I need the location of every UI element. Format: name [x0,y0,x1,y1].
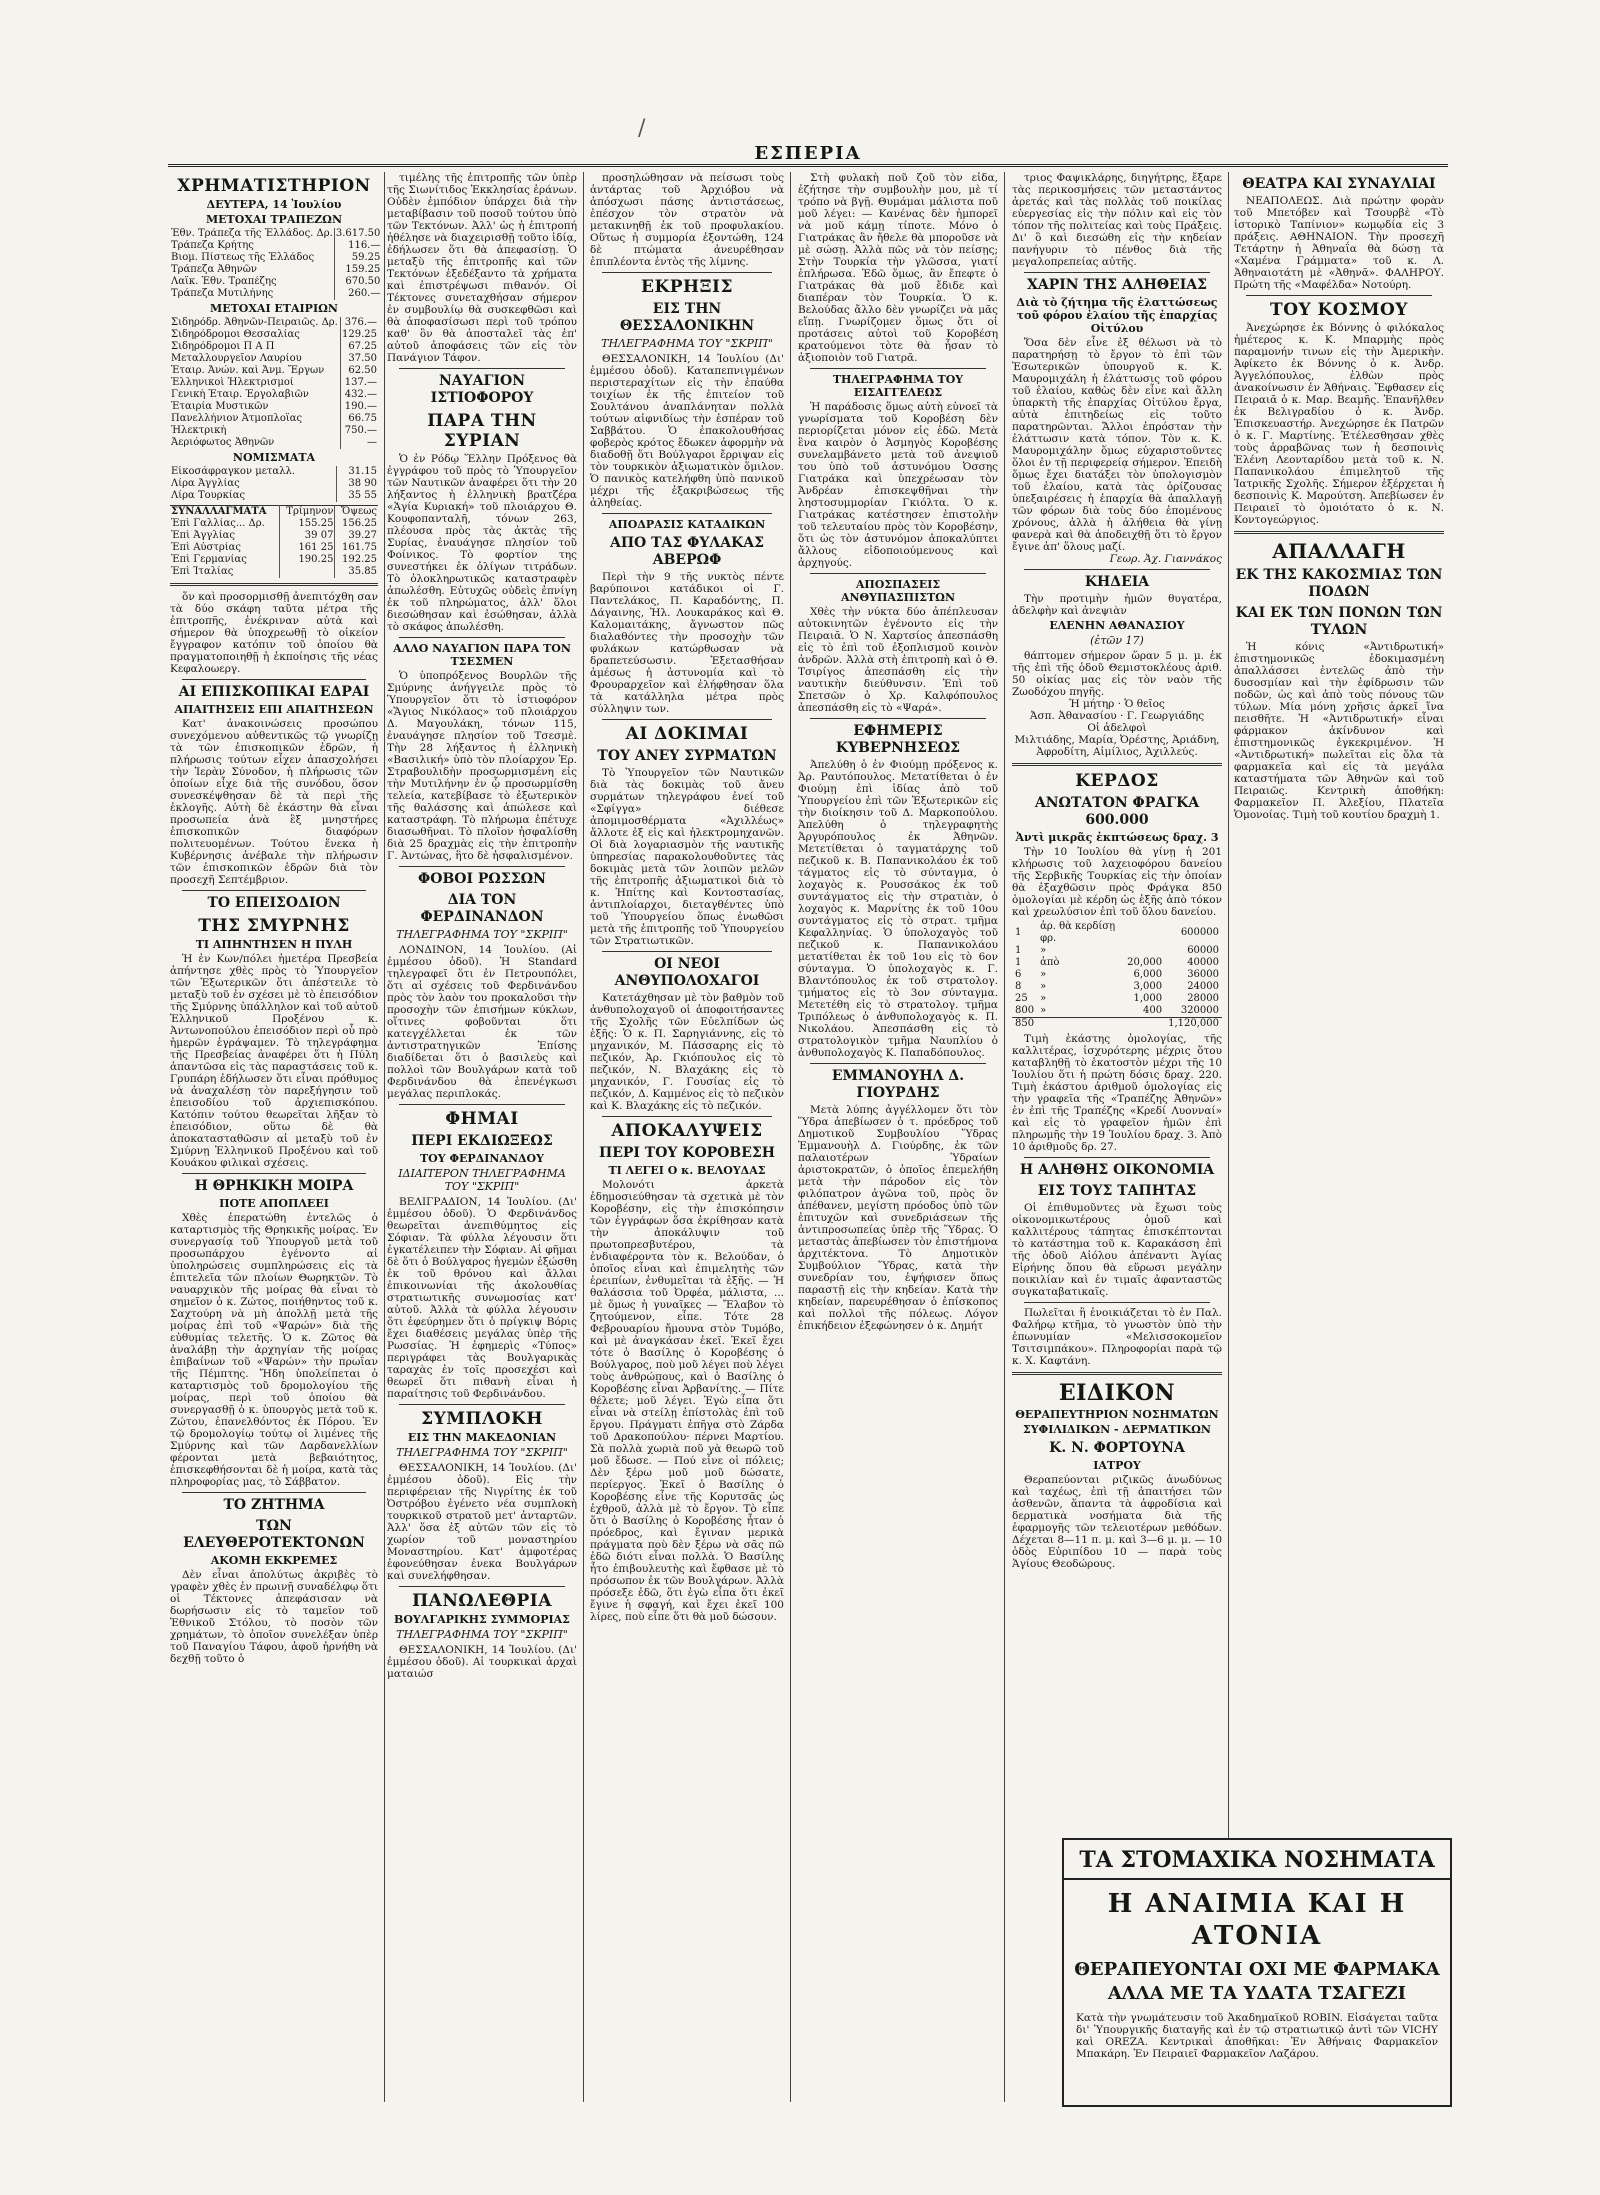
exchange-name: Ἐπὶ Αὐστρίας [171,542,242,553]
companies-table [170,317,378,449]
article-subtitle: ΕΙΣ ΤΗΝ ΘΕΣΣΑΛΟΝΙΚΗΝ [619,301,755,334]
telegram-label: ΤΗΛΕΓΡΑΦΗΜΑ ΤΟΥ "ΣΚΡΙΠ" [396,928,568,941]
ad-title: ΚΕΡΔΟΣ [1075,771,1159,791]
article-text: Κατετάχθησαν μὲ τὸν βαθμὸν τοῦ ἀνθυπολοχαγοῦ οἱ ἀποφοιτήσαντες τῆς Σχολῆς τῶν Εὐελπίδων ὡς ἑξῆς: Ὁ κ. Π. Σαρηγιάννης, εἰς τὸ μηχανικόν, Μ. Πάσσαρης εἰς τὸ πεζικόν, Ἀρ. Γκιόπουλος εἰς τὸ πεζικόν, Ν. Βλαχάκης εἰς τὸ μηχανικόν, Γ. Γουσίας εἰς τὸ πεζικόν, Δ. Καμμένος εἰς τὸ πεζικὸν καὶ Κ. Βλαχάκης εἰς τὸ πεζικόν. [590,992,784,1112]
article-title: ΑΙ ΔΟΚΙΜΑΙ [625,724,749,744]
exchange-table [170,505,378,578]
divider [399,1104,565,1105]
divider [1234,531,1444,534]
stock-name: Ἐθν. Τράπεζα τῆς Ἑλλάδος. Δρ. [171,228,333,239]
mourner-line: Οἱ ἀδελφοὶ [1087,722,1147,734]
stock-value: — [340,437,378,449]
exchange-title: ΧΡΗΜΑΤΙΣΤΗΡΙΟΝ [177,176,371,196]
stock-name: Πανελλήνιον Ἀτμοπλοΐας [171,413,303,424]
ad-text: Θεραπεύονται ριζικῶς ἀνωδύνως καὶ ταχέως, ἐπὶ τῇ ἀπαιτήσει τῶν ἀσθενῶν, ἅπαντα τὰ ἀφροδίσια καὶ δερματικὰ νοσήματα διὰ τῆς ἐφαρμογῆς τῶν τελειοτέρων μεθόδων. Δέχεται 8—11 π. μ. καὶ 3—6 μ. μ. — 10 ὁδὸς Εὐριπίδου 10 — παρὰ τοὺς Ἁγίους Θεοδώρους. [1012,1474,1222,1570]
ad-title: ΑΠΑΛΛΑΓΗ [1272,539,1406,563]
table-header-row [170,506,378,519]
notice-text: θάπτομεν σήμερον ὥραν 5 μ. μ. ἐκ τῆς ἐπὶ τῆς ὁδοῦ Θεμιστοκλέους ἀριθ. 50 οἰκίας μας εἰς τὸν ναὸν τῆς Ζωοδόχου πηγῆς. [1012,650,1222,698]
stock-value: 260.— [334,288,381,300]
stock-value: 129.25 [342,329,377,340]
exchange-name: Ἐπὶ Ἰταλίας [171,566,234,577]
article-text: ΝΕΑΠΟΛΕΩΣ. Διὰ πρώτην φορὰν τοῦ Μπετόβεν καὶ Τσουρβὲ «Τὸ ἱστορικὸ Ταπίνιον» κωμῳδία εἰς 3 πράξεις. ΑΘΗΝΑΙΟΝ. Τὴν προσεχῆ Τετάρτην ἡ Ἀθηναΐα θὰ δώσῃ τὰ «Χαμένα Γράμματα» τοῦ κ. Λ. Ἀθηναιοτάτη μὲ «Ἀθηνᾶ». ΦΑΛΗΡΟΥ. Πρώτη τῆς «Μαφέλδα» Νοτούρη. [1234,195,1444,291]
stock-value: 67.25 [340,341,378,353]
ad-text: Τὴν 10 Ἰουλίου θὰ γίνῃ ἡ 201 κλήρωσις τοῦ λαχειοφόρου δανείου τῆς Σερβικῆς Τουρκίας εἰς τὴν ὁποίαν θὰ ἐξαχθῶσιν πρὸς Φράγκα 850 ὁμολογίαι μὲ κέρδη ὡς ἑξῆς ἀπὸ τόκον καὶ χρεωλύσιον ἐπὶ τοῦ ὅλου δανείου. [1012,846,1222,918]
telegram-label: ΤΗΛΕΓΡΑΦΗΜΑ ΤΟΥ "ΣΚΡΙΠ" [396,1446,568,1459]
pen-mark: / [638,116,646,141]
doctor-role: ΙΑΤΡΟΥ [1093,1459,1141,1472]
article-text: Μολονότι ἀρκετὰ ἐδημοσιεύθησαν τὰ σχετικὰ μὲ τὸν Κοροβέσην, εἰς τὴν ἐπισκόπησιν τῶν ἐγγράφων ὅσα ἐκρίθησαν κατὰ τὴν ἀποκάλυψιν τοῦ πρωτοπρεσβυτέρου, τὰ ἐνδιαφέροντα τὸν κ. Βελούδαν, ὁ ὁποῖος εἶναι καὶ ἐπιμελητὴς τῶν ἐρειπίων, ἐνθυμεῖται τὰ ἑξῆς. — Ἡ θαλάσσια τοῦ Ὀρφέα, μάλιστα, ... μὲ ὅμως ἡ γυναῖκες — Ἔλαβον τὸ ζητούμενον, εἶπε. Τότε 28 Φεβρουαρίου ἤμουνα στὸν Τυμόβο, καὶ μὲ ἀναγκάσαν ἐκεῖ. Ἐκεῖ ἔχει τότε ὁ Βασίλης ὁ Κοροβέσης ὁ Βούλγαρος, ποὺ μοῦ λέγει ποὺ λέγει τοὺς ἀνθρώπους, καὶ ὁ Βασίλης ὁ Κοροβέσης εἶναι Ἀρβανίτης. — Πίτε θέλετε; μοῦ λέγει. Ἐγὼ εἶπα ὅτι εἶναι νὰ στείλῃ ἐπίστολὰς ἐπὶ τοῦ ἔργου. Πράγματι ἐπῆγα στὸ Ζάρδα τοῦ Δρακοπούλου· πέρνει Μαρτίου. Σὰ πολλὰ χωριὰ ποῦ γὰ θεωρῶ τοῦ μοῦ ἔδωσε. — Πού εἶνε οἱ πόλεις; Δὲν ξέρω μοῦ μοῦ δώσατε, περίεργος. Ἐκεῖ ὁ Βασίλης ὁ Κοροβέσης εἶνε τῆς Κορυτσᾶς ὡς ἐχθροῦ, ἀλλὰ μὲ τὸ ἔργον. Τὸ εἶπε ὅτι ὁ Βασίλης ὁ Κοροβέσης ἦταν ὁ πρόεδρος, καὶ ἔγιναν μερικὰ πράγματα ποὺ δὲν ξέρω νὰ σᾶς πῶ ἐδῶ διότι εἶναι πολλὰ. Ὁ Βασίλης ἦτο ἐπιβουλευτὴς καὶ ἔφθασε μὲ τὸ πρόσωπον ἐκ τῶν Βουλγάρων. Ἀλλὰ πρόσεξε ἐδῶ, ὅτι ἐγὼ εἶπα ὅτι ἐκεῖ ἔγινε ἡ σφαγή, καὶ ἔχει ἐκεῖ 100 λίρες, ποὺ εἶπε ὅτι θὰ μοῦ δώσουν. [590,1179,784,1623]
article-title: ΑΠΟΣΠΑΣΕΙΣ ΑΝΘΥΠΑΣΠΙΣΤΩΝ [840,578,956,604]
article-title: ΟΙ ΝΕΟΙ ΑΝΘΥΠΟΛΟΧΑΓΟΙ [614,956,760,989]
article-text: ΛΟΝΔΙΝΟΝ, 14 Ἰουλίου. (Αἱ ἐμμέσου ὁδοῦ). Ἡ Standard τηλεγραφεῖ ὅτι ἐν Πετρουπόλει, ὅτι αἱ σχέσεις τοῦ Φερδινάνδου πρὸς τὸν λαὸν του προκαλοῦσι τὴν προσοχὴν τῶν ἐπισήμων κύκλων, οἵτινες φοβοῦνται ὅτι κατεγχέλλεται ἐκ τῶν ἀντιστρατηγικῶν Ἐπίσης διαδίδεται ὅτι ὁ βασιλεὺς καὶ πολλοὶ τῶν Βουλγάρων κατὰ τοῦ Φερδινάνδου θὰ ἐπενέγκωσι μεγάλας περιπλοκάς. [387,944,577,1100]
table-row [170,542,378,554]
column-header: Ὄψεως [335,506,378,519]
article-text: Ἀνεχώρησε ἐκ Βόννης ὁ φιλόκαλος ἡμέτερος κ. Κ. Μπαρμὴς πρὸς παραμονήν τινων εἰς τὴν Ἀμερικὴν. Ἀφίκετο ἐκ Βόννης ὁ κ. Ἀνδρ. Ἀγγελόπουλος, ἐλθὼν πρὸς ἀνακοίνωσιν ἐν Ἀθήναις. Ἔφθασεν εἰς Πειραιᾶ ὁ κ. Μαρ. Βεαμῆς. Ἐπανῆλθεν ἐκ Βελιγραδίου ὁ κ. Ἀνδρ. Ἐπισκευαστήρ. Ἀνεχώρησε ἐκ Πατρῶν ὁ κ. Γ. Μαρτίνης. Ἐτέλεσθησαν χθὲς τοὺς ἀρραβῶνας των ἡ δεσποινὶς Ἑλένη Λεονταρίδου μετὰ τοῦ κ. Ν. Παπανικολάου ἐπιμελητοῦ τῆς Ἱατρικῆς Σχολῆς. Σήμερον ἐξέρχεται ἡ δεσποινὶς Κ. Μαρούτση. Ἀπεβίωσεν ἐν Πειραιεῖ τὸ ὁμοιότατο ὁ κ. Ν. Κοντογεώργιος. [1234,322,1444,526]
ad-subtitle: ΚΑΙ ΕΚ ΤΩΝ ΠΟΝΩΝ ΤΩΝ ΤΥΛΩΝ [1235,605,1443,638]
article-title: ΕΦΗΜΕΡΙΣ ΚΥΒΕΡΝΗΣΕΩΣ [835,723,961,756]
table-row: 1 ἀρ. θὰ κερδίσῃ φρ. 600000 [1015,921,1219,944]
divider [399,1586,565,1587]
notice-text: Τὴν προτιμὴν ἡμῶν θυγατέρα, ἀδελφὴν καὶ ἀνεψιὰν [1012,593,1222,617]
divider [399,866,565,867]
table-row [170,554,378,566]
article-title: ΤΗΛΕΓΡΑΦΗΜΑ ΤΟΥ ΕΙΣΑΓΓΕΛΕΩΣ [832,373,964,399]
article-text: Ὅσα δὲν εἶνε ἐξ θέλωσι νὰ τὸ παρατηρήσῃ τὸ ἔργον τὸ ἐπὶ τῶν Ἐσωτερικῶν ὑπουργοῦ κ. Κ. Μαυρομιχάλη ἡ ἐλάττωσις τοῦ φόρου τοῦ ἐλαίου, καθὼς δὲν εἶνε καὶ ἄλλη ὑπαρκτὴ τῆς ἐπαρχίας Οἰτύλου ἔργα, αὐτὰ ἐπιτηδείως εἰς τοῦτο παρατηρῶνται. Ἄλλοι ἐπρόσταν τὴν ἐλάττωσιν κατὰ τόπον. Τὸν κ. Κ. Μαυρομιχάλην ὅμως εὐχαριστοῦντες ὅλοι ἐν τῇ περιφερείᾳ σήμερον. Ἐπειδὴ ὅμως ἔχει διατάξει τὸν ὑπολογισμὸν τοῦ ἐλαίου, κατὰ τὰς ὁρίζουσας ὑπεξαιρέσεις ἡ ἐπαρχία θὰ ἀπαλλαγῇ τῶν φόρων διὰ τοὺς δύο ἐπομένους χρόνους, ἀλλὰ ἡ ἀλήθεια θὰ γίνῃ φανερὰ καὶ θὰ ἀποδειχθῇ ὅτι τὸ ἔργον ἔγινε ἀπ' ὅλους μαζί. [1012,337,1222,553]
article-text: Στὴ φυλακὴ ποῦ ζοῦ τὸν εἶδα, ἐζήτησε τὴν συμβουλὴν μου, μὲ τί τρόπο νὰ βγῇ. Θυμάμαι μάλιστα ποῦ μοῦ λέγει: — Κανένας δὲν ἠμπορεῖ νὰ μοῦ κάμῃ τίποτε. Μόνο ὁ Γιατράκας ἂν ἤθελε θὰ μποροῦσε νὰ μὲ σώσῃ. Ἀλλὰ πῶς νὰ τὸν πείσῃς; Στὴν Τουρκία τὴν γλῶσσα, γιατί ἐπλήρωσα. Ἐδῶ ὅμως, ἂν ἔπεφτε ὁ Γιατράκας θὰ μοῦ ἔδιδε καὶ διαπέραν τὸν Τουρκία. Ὁ κ. Βελούδας ἄλλο δὲν γνωρίζει νὰ μᾶς εἴπῃ. Γνωρίζομεν ὅμως ὅτι οἱ προτάσεις αὐτοὶ τοῦ Κοροβέση κρατούμενοι τὸτε θὰ ἦσαν τὸ ἀξιοποιὸν τοῦ Γιατρᾶ. [798,172,998,364]
article-text: ΘΕΣΣΑΛΟΝΙΚΗ, 14 Ἰουλίου (Δι' ἐμμέσου ὁδοῦ). Καταπεπνιγμένων περιστεραχίτων εἰς τὴν ἐπαύθα τοιχίων ἐκ τῆς ἐπιτείον τοῦ Σουλτάνου ἀναπλάνηταν πολλὰ τούτων αἰφνιδίως τὴν ἑσπέραν τοῦ Σαββάτου. Ὁ ἐπακολουθήσας φοβερὸς κρότος ἔδωκεν ἀφορμὴν νὰ διαδοθῇ ὅτι Βούλγαροι ἔρριψαν εἰς τὸν τουρκικὸν ἀξιωματικὸν ὅμιλον. Ὁ πανικὸς κατελήφθη ὑπὸ πανικοῦ μέχρι τῆς ἐξακριβώσεως τῆς ἀληθείας. [590,353,784,509]
deceased-name: ΕΛΕΝΗΝ ΑΘΑΝΑΣΙΟΥ [1049,619,1185,632]
currency-name: Λίρα Τουρκίας [171,490,246,501]
stock-name: Ἑταιρ. Ἀνών. καὶ Ἀνμ. Ἔργων [171,365,325,376]
exchange-name: Ἐπὶ Ἀγγλίας [171,530,235,541]
divider [810,573,986,574]
divider [1024,272,1210,273]
ad-text: Οἱ ἐπιθυμοῦντες νὰ ἔχωσι τοὺς οἰκονομικωτέρους ὁμοῦ καὶ καλλιτέρους τάπητας ἐπισκέπτονται τὸ κατάστημα τοῦ κ. Καρακάσση ἐπὶ τῆς ὁδοῦ Αἰόλου ἀπέναντι Ἁγίας Εἰρήνης ὅπου θὰ εὕρωσι μεγάλην ποικιλίαν καὶ ἐν τιμαῖς ἀφανταστῶς συγκαταβατικαῖς. [1012,1202,1222,1298]
stock-name: Σιδηρόδρομοι Π Α Π [171,341,275,352]
currency-title: ΝΟΜΙΣΜΑΤΑ [232,451,316,464]
article-text: ὅν καὶ προσορμισθῇ ἀνεπιτόχθη σαν τὰ δύο σκάφη ταῦτα μέτρα τῆς ἐπιτροπῆς, ἐνέκριναν αὐτὰ καὶ σήμερον θὰ ὑποχρεωθῇ τὸ οἰκείον ἔγγραφον κατόπιν τοῦ ὁποίου θὰ πραγματοποιηθῇ ἡ ἐκποίησις τῆς νέας Κεφαλοωεργ. [170,591,378,675]
stock-name: Ἀεριόφωτος Ἀθηνῶν [171,437,275,448]
signature: Γεωρ. Ἀχ. Γιαννάκος [1109,553,1222,565]
article-text: Δὲν εἶναι ἀπολύτως ἀκριβὲς τὸ γραφὲν χθὲς ἐν πρωινῇ συναδέλφῳ ὅτι οἱ Τέκτονες ἀπεφάσισαν νὰ δωρήσωσιν εἰς τὸ ταμεῖον τοῦ Ἐθνικοῦ Στόλου, τὸ ποσὸν τῶν χρημάτων, τὸ ὁποῖον συνελέξαν ὑπὲρ τοῦ Παναγίου Τάφου, ἀφοῦ ἠρνήθη νὰ δεχθῇ τοῦτο ὁ [170,1569,378,1665]
classified-text: Πωλεῖται ἢ ἐνοικιάζεται τὸ ἐν Παλ. Φαλήρῳ κτῆμα, τὸ γνωστὸν ὑπὸ τὴν ἐπωνυμίαν «Μελισσοκομεῖον Τσιτσιμπάκου». Πληροφορίαι παρὰ τῷ κ. Χ. Καφτάνη. [1012,1307,1222,1367]
ad-headline: Η ΑΝΑΙΜΙΑ ΚΑΙ Η ΑΤΟΝΙΑ [1107,1889,1407,1951]
article-subtitle: ΠΕΡΙ ΤΟΥ ΚΟΡΟΒΕΣΗ [598,1145,776,1161]
exchange-value: 155.25 [279,518,335,530]
stock-name: Ἑλληνικοὶ Ἠλεκτρισμοί [171,377,294,388]
ad-headline: ΑΛΛΑ ΜΕ ΤΑ ΥΔΑΤΑ ΤΣΑΓΕΖΙ [1107,1983,1407,2004]
article-subtitle: ΔΙΑ ΤΟΝ ΦΕΡΔΙΝΑΝΔΟΝ [420,892,544,925]
article-text: Ἡ παράδοσις ὅμως αὐτὴ εὑνοεῖ τὰ γνωρίσματα τοῦ Κοροβέση δὲν περιορίζεται μόνον εἰς ἐδῶ. Μετὰ ἓνα καιρὸν ὁ Ἀσμηγὸς Κοροβέσης συνελαμβάνετο μετὰ τοῦ ἀνεψιοῦ του ὑπὸ τοῦ ἀστυνόμου Ὀσσης Γιατράκα καὶ ὑπεχρέωσαν τὸν Ἀνδρέαν ἐπισκεψθῆναι τὴν ληστοσυμμορίαν Γκιόλτα. Ὁ κ. Γιατράκας κατέστησεν ἐπιστολὴν τοῦ τελευταίου πρὸς τὸν Κοροβέσην, ὅτι ὡς τὸν ἀστυνόμον ἀποκαλύπτει ἄλλους εἰδοποιούμενους καὶ ἀρχηγούς. [798,401,998,569]
article-title: ΠΑΝΩΛΕΘΡΙΑ [412,1591,552,1611]
stock-name: Ἑταιρία Μυστικῶν [171,401,269,412]
divider [182,1492,366,1493]
stock-name: Μεταλλουργεῖον Λαυρίου [171,353,302,364]
article-text: ΘΕΣΣΑΛΟΝΙΚΗ, 14 Ἰουλίου. (Δι' ἐμμέσου ὁδοῦ). Αἱ τουρκικαὶ ἀρχαὶ ματαιώσ [387,1644,577,1680]
table-row [170,341,378,353]
stock-value: 159.25 [334,264,381,276]
currency-name: Λίρα Ἀγγλίας [171,478,240,489]
stock-value: 62.50 [340,365,378,377]
article-title: ΧΑΡΙΝ ΤΗΣ ΑΛΗΘΕΙΑΣ [1026,277,1208,293]
article-title: ΑΙ ΕΠΙΣΚΟΠΙΚΑΙ ΕΔΡΑΙ [178,684,370,700]
column-4 [792,172,1005,2102]
divider [1012,1372,1222,1375]
ad-text: Ἡ κόνις «Ἀντιδρωτική» ἐπιστημονικῶς ἐδοκιμασμένη ἀπαλλάσσει ἐντελῶς ἀπὸ τὴν δυσοσμίαν καὶ τὴν ἐφίδρωσιν τῶν ποδῶν, ὡς καὶ ἀπὸ τοὺς πόνους τῶν τύλων. Μία μόνη χρῆσις ἀρκεῖ ἵνα πεισθῆτε. Ἡ «Ἀντιδρωτική» εἶναι φάρμακον ἀκίνδυνον καὶ ἐπιστημονικῶς ἐγκεκριμένον. Ἡ «Ἀντιδρωτική» πωλεῖται εἰς ὅλα τὰ φαρμακεῖα καὶ εἰς τὰ μεγάλα καταστήματα τῶν Ἀθηνῶν καὶ τοῦ Πειραιῶς. Κεντρικὴ ἀποθήκη: Φαρμακεῖον Π. Ἀλεξίου, Πλατεῖα Ὁμονοίας. Τιμὴ τοῦ κουτίου δραχμὴ 1. [1234,641,1444,821]
article-title: ΑΠΟΔΡΑΣΙΣ ΚΑΤΑΔΙΚΩΝ [608,518,766,531]
divider [1012,763,1222,766]
lottery-table [1012,921,1222,1030]
article-subtitle: ΤΟΥ ΑΝΕΥ ΣΥΡΜΑΤΩΝ [597,748,777,764]
stock-value: 432.— [340,389,378,401]
ad-text: Τιμὴ ἑκάστης ὁμολογίας, τῆς καλλιτέρας, ἰσχυρότερης μέχρις ὅτου καταβληθῇ τὸ ἑκατοστὸν μέχρι τῆς 10 Ἰουλίου ὅτι ἡ πρώτη δόσις δραχ. 220. Τιμὴ ἑκάστου ἀριθμοῦ ὁμολογίας εἰς τὴν γραφεῖα τῆς «Τραπέζης Ἀθηνῶν» ἐν ἐπὶ τῆς Τραπέζης «Κρεδί Λυονναί» καὶ εἰς τὸ γραφεῖον ἡμῶν ἐπὶ πληρωμῆς τὴν 19 Ἰουλίου δραχ. 3. Ἀπὸ 10 ἀριθμοῦς δρ. 27. [1012,1033,1222,1153]
article-subtitle: ΠΑΡΑ ΤΗΝ ΣΥΡΙΑΝ [427,411,537,451]
table-row: 800 » 400 320000 [1015,1005,1219,1016]
stock-name: Τράπεζα Κρήτης [171,240,254,251]
table-row [170,478,378,490]
divider [170,583,378,586]
exchange-table-title: ΣΥΝΑΛΛΑΓΜΑΤΑ [171,506,267,517]
article-title: ΝΑΥΑΓΙΟΝ ΙΣΤΙΟΦΟΡΟΥ [430,373,534,406]
ad-title: ΕΙΔΙΚΟΝ [1058,1380,1176,1406]
stock-name: Σιδηρόδρομοι Θεσσαλίας [171,329,300,340]
article-title: ΕΚΡΗΞΙΣ [640,277,733,297]
article-text: Ὁ ὑποπρόξενος Βουρλῶν τῆς Σμύρνης ἀνήγγειλε πρὸς τὸ Ὑπουργεῖον ὅτι τὸ ἱστιοφόρον «Ἅγιος Νικόλαος» τοῦ πλοιάρχου Δ. Μαγουλάκη, τόνων 115, ἐναυάγησε πλησίον τοῦ Τσεσμὲ. Τὴν 28 λήξαντος ἡ ἑλληνικὴ «Βασιλική» ὑπὸ τὸν πλοίαρχον Ἐρ. Στραβουλιδὴν προσωρμισμένη εἰς τὴν Μυτιλήνην ἐν ᾧ προσωρμίσθη τελεία, κατεβίβασε τὸ ἐξωτερικὸν τῆς θαλάσσης καὶ ἀπώλεσε καὶ καταστράφη. Τὸ πλήρωμα ἐπέτυχε διασωθῆναι. Τὸ πλοῖον ἠσφαλίσθη διὰ 25 δραχμὰς εἰς τὴν ἐπιτροπὴν Γ. Ἀντώνας, ἣτο δὲ ἠσφαλισμένον. [387,670,577,862]
article-text: ΘΕΣΣΑΛΟΝΙΚΗ, 14 Ἰουλίου. (Δι' ἐμμέσου ὁδοῦ). Εἰς τὴν περιφέρειαν τῆς Νιγρίτης ἐκ τοῦ Ὀστρόβου ἐγένετο νέα συμπλοκὴ τουρκικοῦ στρατοῦ μετ' ἀνταρτῶν. Ἀλλ' ὅσα ἐξ αὐτῶν τῶν εἰς τὸ χωρίον τοῦ μοναστηρίου Μοναστηρίου. Κατ' ἀμφοτέρας ἐφονεύθησαν ἐνεκα Βουλγάρων καὶ συνελήφθησαν. [387,1462,577,1582]
divider [399,1404,565,1405]
table-row [170,377,378,389]
table-row [170,353,378,365]
masthead [168,116,1448,167]
exchange-value: 192.25 [335,554,378,566]
table-row: 1 » 60000 [1015,945,1219,956]
article-subtitle: ΤΙ ΑΠΗΝΤΗΣΕΝ Η ΠΥΛΗ [195,938,353,951]
article-title: ΤΗΣ ΣΜΥΡΝΗΣ [198,916,350,936]
newspaper-name: ΕΣΠΕΡΙΑ [754,143,862,164]
article-text: τριος Φαψικλάρης, διηγήτρης, ἔξαρε τὰς περικοσμήσεις τῶν μεταστάντος ἀρετάς καὶ τὰς πολλὰς τοῦ ποικίλας εὐεργεσίας εἰς τὴν πόλιν καὶ εἰς τὸν τόπον τῆς πολιτείας καὶ τοὺς Πράξεις. Δι' ὃ καὶ διεσώθη εἰς τὴν κηδείαν πανήγυριν τὸ πένθος διὰ τῆς μεγαλοπρεπείας αὐτῆς. [1012,172,1222,268]
stock-name: Σιδηρόδρ. Ἀθηνῶν-Πειραιῶς. Δρ. [171,317,338,328]
notice-title: ΚΗΔΕΙΑ [1084,574,1150,590]
divider [399,368,565,369]
article-subtitle: ΑΠΑΙΤΗΣΕΙΣ ΕΠΙ ΑΠΑΙΤΗΣΕΩΝ [174,703,374,716]
mourner-line: Μιλτιάδης, Μαρία, Ὀρέστης, Ἀριάδνη, Ἀφροδίτη, Αἰμίλιος, Ἀχιλλεύς. [1014,734,1220,758]
article-text: Ἀπελύθη ὁ ἐν Φιούμῃ πρόξενος κ. Ἀρ. Ραυτόπουλος. Μετατίθεται ὁ ἐν Φιούμῃ ἐπὶ ἰδίας ἀπὸ τοῦ Ὑπουργείου ἐπὶ τῶν Ἐξωτερικῶν εἰς τὴν διοίκησιν τοῦ Δ. Μαρκοπούλου. Ἀπελύθη ὁ τηλεγραφητὴς Ἀργυρόπουλος ἐκ Ἀθηνῶν. Μετετίθεται ὁ ταγματάρχης τοῦ πεζικοῦ κ. Β. Παπανικολάου ἐκ τοῦ τάγματος εἰς τὸ σύνταγμα, ὁ λοχαγὸς κ. Ρουσσάκος ἐκ τοῦ συντάγματος εἰς τὴν στρατιὰν, ὁ λοχαγὸς κ. Μαρνίτης ἐκ τοῦ 10ου συντάγματος εἰς τὸ στρατ. τμῆμα Κεφαλληνίας. Ὁ ὑπολοχαγὸς τοῦ πεζικοῦ κ. Παπανικολάου μετατίθεται ἐκ τοῦ 1ου εἰς τὸ 6ον σύνταγμα. Ὁ ὑπολοχαγὸς κ. Γ. Βλαντόπουλος ἐκ τοῦ στρατολογ. τμήματος εἰς τὸ 3ον σύνταγμα. Μετετέθη εἰς τὸ στρατολογ. τμῆμα Τριπόλεως ὁ ἀνθυπολοχαγὸς κ. Π. Νικολάου. Ἀπεσπάσθη εἰς τὸ στρατολογικὸν τμῆμα Ναυπλίου ὁ ἀνθυπολοχαγὸς Κ. Παπαδόπουλος. [798,759,998,1059]
ad-subtitle: ΕΙΣ ΤΟΥΣ ΤΑΠΗΤΑΣ [1037,1183,1197,1199]
divider [602,719,772,720]
article-title: ΤΟ ΖΗΤΗΜΑ [223,1497,325,1513]
exchange-value [279,566,335,578]
article-title: ΑΠΟΚΑΛΥΨΕΙΣ [611,1121,763,1141]
table-row [170,566,378,578]
article-title: Η ΘΡΗΚΙΚΗ ΜΟΙΡΑ [194,1178,354,1194]
table-row [170,490,378,502]
ad-text: Κατὰ τὴν γνωμάτευσιν τοῦ Ἀκαδημαϊκοῦ ROBIN. Εἰσάγεται ταῦτα δι' Ὑπουργικῆς διαταγῆς καὶ ἐν τῷ στρατιωτικῷ ἀντὶ τῶν VICHY καὶ OREZA. Κεντρικαὶ ἀποθῆκαι: Ἐν Ἀθήναις Φαρμακεῖον Μπακάρη. Ἐν Πειραιεῖ Φαρμακεῖον Λαζάρου. [1076,2012,1438,2060]
divider [1024,1157,1210,1158]
table-row [170,252,381,264]
article-text: προσηλώθησαν νὰ πείσωσι τοὺς ἀντάρτας τοῦ Ἀρχιόβου νὰ ἀπόσχωσι πάσης ἀντιστάσεως, ἐπέσχον τὸν στρατὸν νὰ μετακινηθῇ ἐκ τοῦ προφυλακίου. Οὕτως ἡ συμμορία ἐξοντώθη, 124 δὲ πτώματα ἀνευρέθησαν ἐπιπλέοντα ἐντὸς τῆς λίμνης. [590,172,784,268]
table-row [170,530,378,542]
ad-subtitle: ΣΥΦΙΛΙΔΙΚΩΝ - ΔΕΡΜΑΤΙΚΩΝ [1023,1423,1211,1436]
article-text: τιμέλης τῆς ἐπιτροπῆς τῶν ὑπὲρ τῆς Σιωνίτιδος Ἐκκλησίας ἐράνων. Οὐδὲν ἐμπόδιον ὑπάρχει διὰ τὴν μεταβίβασιν τοῦ ποσοῦ τούτου ὑπὸ τῶν Τεκτόνων. Ἀλλ' ὡς ἡ ἐπιτροπή ἠθέλησε νὰ διαχειρισθῇ τοῦτο ἰδίᾳ, ἐδήλωσεν ὅτι θὰ ἀπεφασίσῃ. Ὁ μεταξὺ τῆς ἐπιτροπῆς καὶ τῶν Τεκτόνων ἐξεδέξαντο τὰ χρήματα καὶ ἐπιστρέψωσι πιθανόν. Οἱ Τέκτονες συνεταχθήσαν σήμερον ἐν συμβουλίῳ θὰ συσκεφθῶσι καὶ θὰ ἀποφασίσωσι περὶ τοῦ τρόπου καθ' ὃν θὰ ἀποσταλεῖ τὰς ἐπ' αὐτοῦ ἀποφάσεις τῶν εἰς τὸν Πανάγιον Τάφον. [387,172,577,364]
currency-value: 35 55 [337,490,378,502]
divider [182,1173,366,1174]
banks-title: ΜΕΤΟΧΑΙ ΤΡΑΠΕΖΩΝ [205,213,342,226]
divider [399,637,565,638]
stock-value: 137.— [340,377,378,389]
deceased-age: (ἐτῶν 17) [1090,634,1144,647]
ad-subtitle: ΕΚ ΤΗΣ ΚΑΚΟΣΜΙΑΣ ΤΩΝ ΠΟΔΩΝ [1235,567,1443,600]
column-5 [1006,172,1229,2102]
article-title: ΤΩΝ ΕΛΕΥΘΕΡΟΤΕΚΤΟΝΩΝ [183,1518,365,1551]
column-header: Τρίμηνον [279,506,335,519]
article-title: ΘΕΑΤΡΑ ΚΑΙ ΣΥΝΑΥΛΙΑΙ [1242,176,1436,192]
table-row: 8 » 3,000 24000 [1015,981,1219,992]
stock-name: Τράπεζα Ἀθηνῶν [171,264,257,275]
companies-title: ΜΕΤΟΧΑΙ ΕΤΑΙΡΙΩΝ [210,302,338,315]
divider [602,513,772,514]
stock-value: 37.50 [340,353,378,365]
currency-table [170,466,378,502]
ad-subtitle: ΘΕΡΑΠΕΥΤΗΡΙΟΝ ΝΟΣΗΜΑΤΩΝ [1015,1408,1219,1421]
telegram-label: ΤΗΛΕΓΡΑΦΗΜΑ ΤΟΥ "ΣΚΡΙΠ" [396,1628,568,1641]
banks-table [170,228,381,300]
currency-value: 38 90 [337,478,378,490]
table-row [170,413,378,425]
stock-value: 750.— [340,425,378,437]
article-text: Κατ' ἀνακοινώσεις προσώπου συνεχόμενου αὐθεντικῶς τῷ γνωρίζῃ τὰ τῶν ἐπισκοπικῶν ἑδρῶν, ἡ πλήρωσις τούτων εἶχεν ἀπασχολήσει τὴν Ἱερὰν Σύνοδον, ἡ πλήρωσις τῶν ὁποίων εἶχε διὰ τῆς συνόδου, ὅσον συνεσκέψθησαν δὲ τὰ περὶ τῆς ἐκλογῆς. Αὐτὴ δὲ ἐκάστην θὰ εἶναι προσωπεία ἀνὰ ἓξ μνηστήρες ἐπισκοπικῶν διαφόρων πολιτευομένων. Τούτου ἕνεκα ἡ Κυβέρνησις ἀνέβαλε τὴν πλήρωσιν τῶν ἐπισκοπικῶν ἑδρῶν διὰ τὸν προσεχῆ Σεπτέμβριον. [170,718,378,886]
article-subtitle: ΤΟΥ ΦΕΡΔΙΝΑΝΔΟΥ [420,1152,544,1165]
article-subtitle: ΠΕΡΙ ΕΚΔΙΩΞΕΩΣ [411,1133,553,1149]
article-text: Ἡ ἐν Κων/πόλει ἡμετέρα Πρεσβεία ἀπήντησε χθὲς πρὸς τὸ Ὑπουργεῖον τῶν Ἐξωτερικῶν ὅτι ἀπέστειλε τὸ μεταξὺ τοῦ ἐν σχέσει μὲ τὸ ἐπεισόδιον τῆς Σμύρνης ὑπάλληλον καὶ τοῦ αὐτοῦ Ἑλληνικοῦ Προξένου κ. Ἀντωνοπούλου ἐπεισόδιον περὶ οὗ πρὸ ἡμερῶν ἐγράψαμεν. Τὸ τηλεγράφημα τῆς Πρεσβείας ἀναφέρει ὅτι ἡ Πύλη ἀπαντῶσα εἰς τὰς παραστάσεις τοῦ κ. Γρυπάρη ἐδήλωσεν ὅτι εἶναι πρόθυμος νὰ ἀναχαλέσῃ τὸν παρεξήγησιν τοῦ ἐπεισοδίου τοῦ ἀρχιεπισκόπου. Κατόπιν τούτου θεωρεῖται λῆξαν τὸ ἐπεισόδιον, οὕτω δὲ θὰ ἀποκατασταθῶσιν αἱ μεταξὺ τοῦ ἐν Σμύρνῃ Ἑλληνικοῦ Προξένου καὶ τοῦ Κουάκου φιλικαὶ σχέσεις. [170,953,378,1169]
divider [1246,295,1432,296]
article-text: ΒΕΛΙΓΡΑΔΙΟΝ, 14 Ἰουλίου. (Δι' ἐμμέσου ὁδοῦ). Ὁ Φερδινάνδος θεωρεῖται ἀνεπιθύμητος εἰς Σόφιαν. Τὰ φύλλα λέγουσιν ὅτι ἐγκατέλειπεν τὴν Σόφιαν. Αἱ φῆμαι δὲ ὅτι ὁ Βούλγαρος ἠγεμὼν ἐξώσθη ἐκ τοῦ θρόνου καὶ ἄλλαι ἐπικοινωνίαι τῆς ἀκολουθίας στρατιωτικῆς συνωμοσίας κατ' αὐτοῦ. Ἀλλὰ τὰ φύλλα λέγουσιν ὅτι ἐφεύρημεν ὅτι ὁ πρίγκιψ Βόρις ἔχει διαθέσεις μεγάλας ὑπὲρ τῆς Ρωσσίας. Ἡ ἐφημερὶς «Τύπος» περιγράφει τὰς Βουλγαρικὰς ταραχὰς ἐν τοῖς προσεχέσι καὶ θεωρεῖ ὅτι πιθανὴ εἶναι ἡ παραίτησις τοῦ Φερδινάνδου. [387,1196,577,1400]
article-title: ΑΛΛΟ ΝΑΥΑΓΙΟΝ ΠΑΡΑ ΤΟΝ ΤΣΕΣΜΕΝ [393,642,571,668]
telegram-label: ΙΔΙΑΙΤΕΡΟΝ ΤΗΛΕΓΡΑΦΗΜΑ ΤΟΥ "ΣΚΡΙΠ" [398,1167,566,1193]
ad-intro: Ἀντὶ μικρᾶς ἐκπτώσεως δραχ. 3 [1015,831,1219,844]
currency-value: 31.15 [337,466,378,478]
exchange-value: 161 25 [279,542,335,554]
exchange-name: Ἐπὶ Γερμανίας [171,554,247,565]
article-subtitle: ΤΙ ΛΕΓΕΙ Ο κ. ΒΕΛΟΥΔΑΣ [608,1164,766,1177]
divider [810,368,986,369]
article-text: Περὶ τὴν 9 τῆς νυκτὸς πέντε βαρύποινοι κατάδικοι οἱ Γ. Παντελάκος, Π. Καραδόντης, Π. Δάγαινης, Ἠλ. Λουκαράκος καὶ Θ. Καλομαιτάκης, ἄγνωστον πῶς διαλαθόντες τὴν προσοχὴν τῶν φυλάκων κατώρθωσαν νὰ δραπετεύσωσιν. Ἐξετασθήσαν ἀμέσως ἡ ἀστυνομία καὶ τὸ Φρουραρχεῖον καὶ ἐλήφθησαν ὅλα τὰ κατάλληλα μέτρα πρὸς σύλληψιν των. [590,571,784,715]
ad-subtitle: ΑΝΩΤΑΤΟΝ ΦΡΑΓΚΑ 600.000 [1034,795,1200,828]
doctor-name: Κ. Ν. ΦΟΡΤΟΥΝΑ [1049,1440,1185,1456]
article-title: ΣΥΜΠΛΟΚΗ [421,1409,543,1429]
telegram-label: ΤΗΛΕΓΡΑΦΗΜΑ ΤΟΥ "ΣΚΡΙΠ" [601,337,773,350]
stock-value: 670.50 [334,276,381,288]
table-row [170,240,381,252]
article-text: Χθὲς ἐπερατώθη ἐντελῶς ὁ καταρτισμὸς τῆς Θρηκικῆς μοίρας. Ἐν συνεργασίᾳ τοῦ Ὑπουργοῦ μετὰ τοῦ προσωπάρχου ἐγένοντο αἱ ὑποληρώσεις συμπληρώσεις εἰς τὰ ἐπιτελεῖα τῶν πλοίων Θωρηκτῶν. Τὸ ναυαρχικὸν τῆς μοίρας θὰ εἶναι τὸ σημεῖον ὁ κ. Ζώτος, ποιήθηντος τοῦ κ. Σαχτούρη νὰ μὴ ἀπολλῇ μετὰ τῆς μοίρας ἐπὶ τοῦ «Ψαρών» διὰ τῆς εὐθυμίας τελετῆς. Ὁ κ. Ζῶτος θὰ ἀναλάβῃ τὴν ἀρχηγίαν τῆς μοίρας ἐπιβαίνων τοῦ «Ψαρών» τὴν πρωΐαν τῆς Πέμπτης. Ἤδη ὑπολείπεται ὁ καταρτισμὸς τοῦ δρομολογίου τῆς μοίρας, περὶ τοῦ ὁποίου θὰ συνεργασθῇ ὁ κ. ὑπουργὸς μετὰ τοῦ κ. Ζώτου, ἐπανελθόντος ἐκ Πόρου. Ἐν τῷ δρομολογίῳ τούτῳ οἱ λιμένες τῆς Σμύρνης καὶ τῶν Δαρδανελλίων φέρονται μετὰ βεβαιότητος, ἐπισκεφθήσονται δὲ ἡ μοίρα, κατὰ τὰς πληροφορίας μας, τὸ Σάββατον. [170,1212,378,1488]
table-row [170,466,378,478]
stock-value: 190.— [340,401,378,413]
column-6 [1230,172,1448,2102]
mourner-line: Ἀσπ. Ἀθανασίου · Γ. Γεωργιάδης [1029,710,1205,722]
stock-value: 59.25 [334,252,381,264]
column-2 [381,172,584,2102]
stock-name: Βιομ. Πίστεως τῆς Ἑλλάδος [171,252,315,263]
exchange-name: Ἐπὶ Γαλλίας... Δρ. [171,518,265,529]
table-row: 1 ἀπὸ 20,000 40000 [1015,957,1219,968]
article-subtitle: ΒΟΥΛΓΑΡΙΚΗΣ ΣΥΜΜΟΡΙΑΣ [394,1613,570,1626]
table-row [170,329,378,341]
columns [168,172,1448,2102]
stock-value: 116.— [334,240,381,252]
divider [1024,569,1210,570]
exchange-value: 39 07 [279,530,335,542]
stock-name: Τράπεζα Μυτιλήνης [171,288,274,299]
table-total-row: 850 1,120,000 [1012,1018,1222,1031]
divider [182,679,366,680]
divider [810,1063,986,1064]
divider [602,272,772,273]
divider [602,951,772,952]
article-subtitle: ΕΙΣ ΤΗΝ ΜΑΚΕΔΟΝΙΑΝ [407,1431,557,1444]
ad-title: Η ΑΛΗΘΗΣ ΟΙΚΟΝΟΜΙΑ [1019,1162,1215,1178]
article-subtitle: ΠΟΤΕ ΑΠΟΠΛΕΕΙ [219,1197,329,1210]
article-text: Χθὲς τὴν νύκτα δύο ἀπέπλευσαν αὐτοκινητῶν ἐγένοντο εἰς τὴν Πειραιᾶ. Ὁ Ν. Χαρτσίος ἀπεσπάσθη εἰς τὸ ἐπὶ τοῦ ἐξοπλισμοῦ κοινὸν ἀνδρῶν. Ἀλλὰ στὴ ἐπιτροπὴ καὶ ὁ Θ. Τσιρίγος ἀπεσπάσθη εἰς τὴν ναυτικὴν διεύθυνσιν. Ἐπὶ τοῦ Σπετσῶν ὁ Χρ. Καλφόπουλος ἀπεσπάσθη εἰς τὸ «Ψαρά». [798,606,998,714]
table-row: 6 » 6,000 36000 [1015,969,1219,980]
divider [182,890,366,891]
exchange-value: 156.25 [335,518,378,530]
article-text: Ὁ ἐν Ρόδῳ Ἕλλην Πρόξενος θὰ ἐγγράφου τοῦ πρὸς τὸ Ὑπουργεῖον τῶν Ναυτικῶν ἀναφέρει ὅτι τὴν 20 λήξαντος ἡ ἑλληνικὴ βρατζέρα «Ἁγία Κυριακή» τοῦ πλοιάρχου Θ. Κουφοπανταλῆ, τόνων 263, πλέουσα πρὸς τὰς ἀκτὰς τῆς Συρίας, ἐναυάγησε πλησίον τοῦ Φοίνικος. Τὸ φορτίον της συνεστήκει ἐκ ὀλίγων τιτράδων. Τὸ ὀλοκληρωτικῶς καταστραφὲν ἀπωλέσθη. Εὐτυχῶς οὐδεὶς ἐπνίγη ἐκ τοῦ πληρώματος, ἀλλ' ὅλοι διεσώθησαν καὶ ἐσώθησαν, ἀλλὰ τὸ σκάφος ἀπωλέσθη. [387,453,577,633]
table-row [170,401,378,413]
stock-value: 66.75 [340,413,378,425]
table-row [170,518,378,530]
divider [1024,1302,1210,1303]
exchange-value: 190.25 [279,554,335,566]
article-title: ΦΗΜΑΙ [445,1109,519,1129]
divider [602,1116,772,1117]
article-text: Μετὰ λύπης ἀγγέλλομεν ὅτι τὸν Ὕδρα ἀπεβίωσεν ὁ τ. πρόεδρος τοῦ Δημοτικοῦ Συμβουλίου Ὕδρας Ἐμμανουὴλ Δ. Γιούρδης, ἐκ τῶν παλαιοτέρων Ὑδραίων ἀριστοκρατῶν, ὁ ὁποῖος ἐπεμελήθη μετὰ τὴν πάροδον εἰς τὸν φιλόπατρον ἀγῶνα τοῦ, πρὸς ὃν ἀπέθανεν, μεγίστη πρόοδος ὑπὸ τῶν ἐπιτυχῶν καὶ συνεδριάσεων τῆς ἀντιπροσωπείας ὑπὲρ τῆς Ὕδρας. Ὁ μεταστὰς ἀπεβίωσεν τὸν ἐπιστήμονα ἀρχιτέκτονα. Τὸ Δημοτικὸν Συμβούλιον Ὕδρας, κατὰ τὴν συνεδρίαν του, ἐψήφισεν ὅπως παραστῇ εἰς τὴν κηδείαν. Κατὰ τὴν κηδείαν, παρευρέθησαν ὁ ἐπίσκοπος καὶ πολλοὶ τῆς πόλεως. Λόγον ἐπικήδειον ἐξεφώνησεν ὁ κ. Δημήτ [798,1104,998,1332]
divider [810,718,986,719]
table-row [170,228,381,240]
article-title: ΤΟΥ ΚΟΣΜΟΥ [1270,300,1408,320]
article-title: ΦΟΒΟΙ ΡΩΣΣΩΝ [418,871,546,887]
ad-headline: ΘΕΡΑΠΕΥΟΝΤΑΙ ΟΧΙ ΜΕ ΦΑΡΜΑΚΑ [1074,1959,1440,1980]
ad-headline: ΤΑ ΣΤΟΜΑΧΙΚΑ ΝΟΣΗΜΑΤΑ [1064,1846,1450,1880]
stock-value: 3.617.50 [335,228,381,239]
table-row [170,288,381,300]
table-row: 25 » 1,000 28000 [1015,993,1219,1004]
stock-name: Λαϊκ. Ἐθν. Τραπέζης [171,276,277,287]
table-row [170,276,381,288]
exchange-value: 39.27 [335,530,378,542]
article-text: Τὸ Ὑπουργεῖον τῶν Ναυτικῶν διὰ τὰς δοκιμὰς τοῦ ἄνευ συρμάτων τηλεγράφου ἐνεί τοῦ «Σφίγγα» διέθεσε ἀπομιμοσθέρματα «Ἀχιλλέως» ἄλλοτε ἐξ εἰς καὶ ἠλεκτρομηχανῶν. Οἱ διὰ λογαριασμὸν τῆς ναυτικῆς ὑπηρεσίας παρακολουθοῦντες τὰς δοκιμὰς μετὰ τῶν λοιπῶν μελῶν τῆς ἐπιτροπῆς ἀξιωματικοὶ διὰ τὸ κ. Ἠπίτης καὶ Κοντοστασίας, ἀντιπλοίαρχοι, διεταγθέντες ὑπὸ τοῦ Ὑπουργείου ὅπως ἐνωθῶσι μετὰ τῆς ἐπιτροπῆς τοῦ Ὑπουργείου τῶν Στρατιωτικῶν. [590,767,784,947]
article-title: ΕΜΜΑΝΟΥΗΛ Δ. ΓΙΟΥΡΔΗΣ [831,1068,965,1101]
article-title: ΤΟ ΕΠΕΙΣΟΔΙΟΝ [207,895,341,911]
exchange-value: 161.75 [335,542,378,554]
table-row [170,437,378,449]
table-row [170,365,378,377]
mineral-water-advertisement [1062,1838,1452,2107]
column-3 [584,172,791,2102]
table-row [170,425,378,437]
currency-name: Εἰκοσάφραγκον μεταλλ. [171,466,296,477]
table-row [170,264,381,276]
table-row [170,389,378,401]
exchange-date: ΔΕΥΤΕΡΑ, 14 Ἰουλίου [206,198,342,211]
column-1 [168,172,385,2102]
mourner-line: Ἡ μήτηρ · Ὁ θεῖος [1069,698,1165,710]
stock-name: Ἠλεκτρικὴ [171,425,227,436]
article-subtitle: ΑΠΟ ΤΑΣ ΦΥΛΑΚΑΣ ΑΒΕΡΩΦ [609,535,765,568]
article-subtitle: Διὰ τὸ ζήτημα τῆς ἐλαττώσεως τοῦ φόρου ἐλαίου τῆς ἐπαρχίας Οἰτύλου [1016,296,1218,335]
stock-value: 376.— [340,317,378,329]
stock-name: Γενικὴ Ἑταιρ. Ἐργολαβιῶν [171,389,309,400]
exchange-value: 35.85 [335,566,378,578]
table-row [170,317,378,329]
article-subtitle: ΑΚΟΜΗ ΕΚΚΡΕΜΕΣ [210,1554,338,1567]
